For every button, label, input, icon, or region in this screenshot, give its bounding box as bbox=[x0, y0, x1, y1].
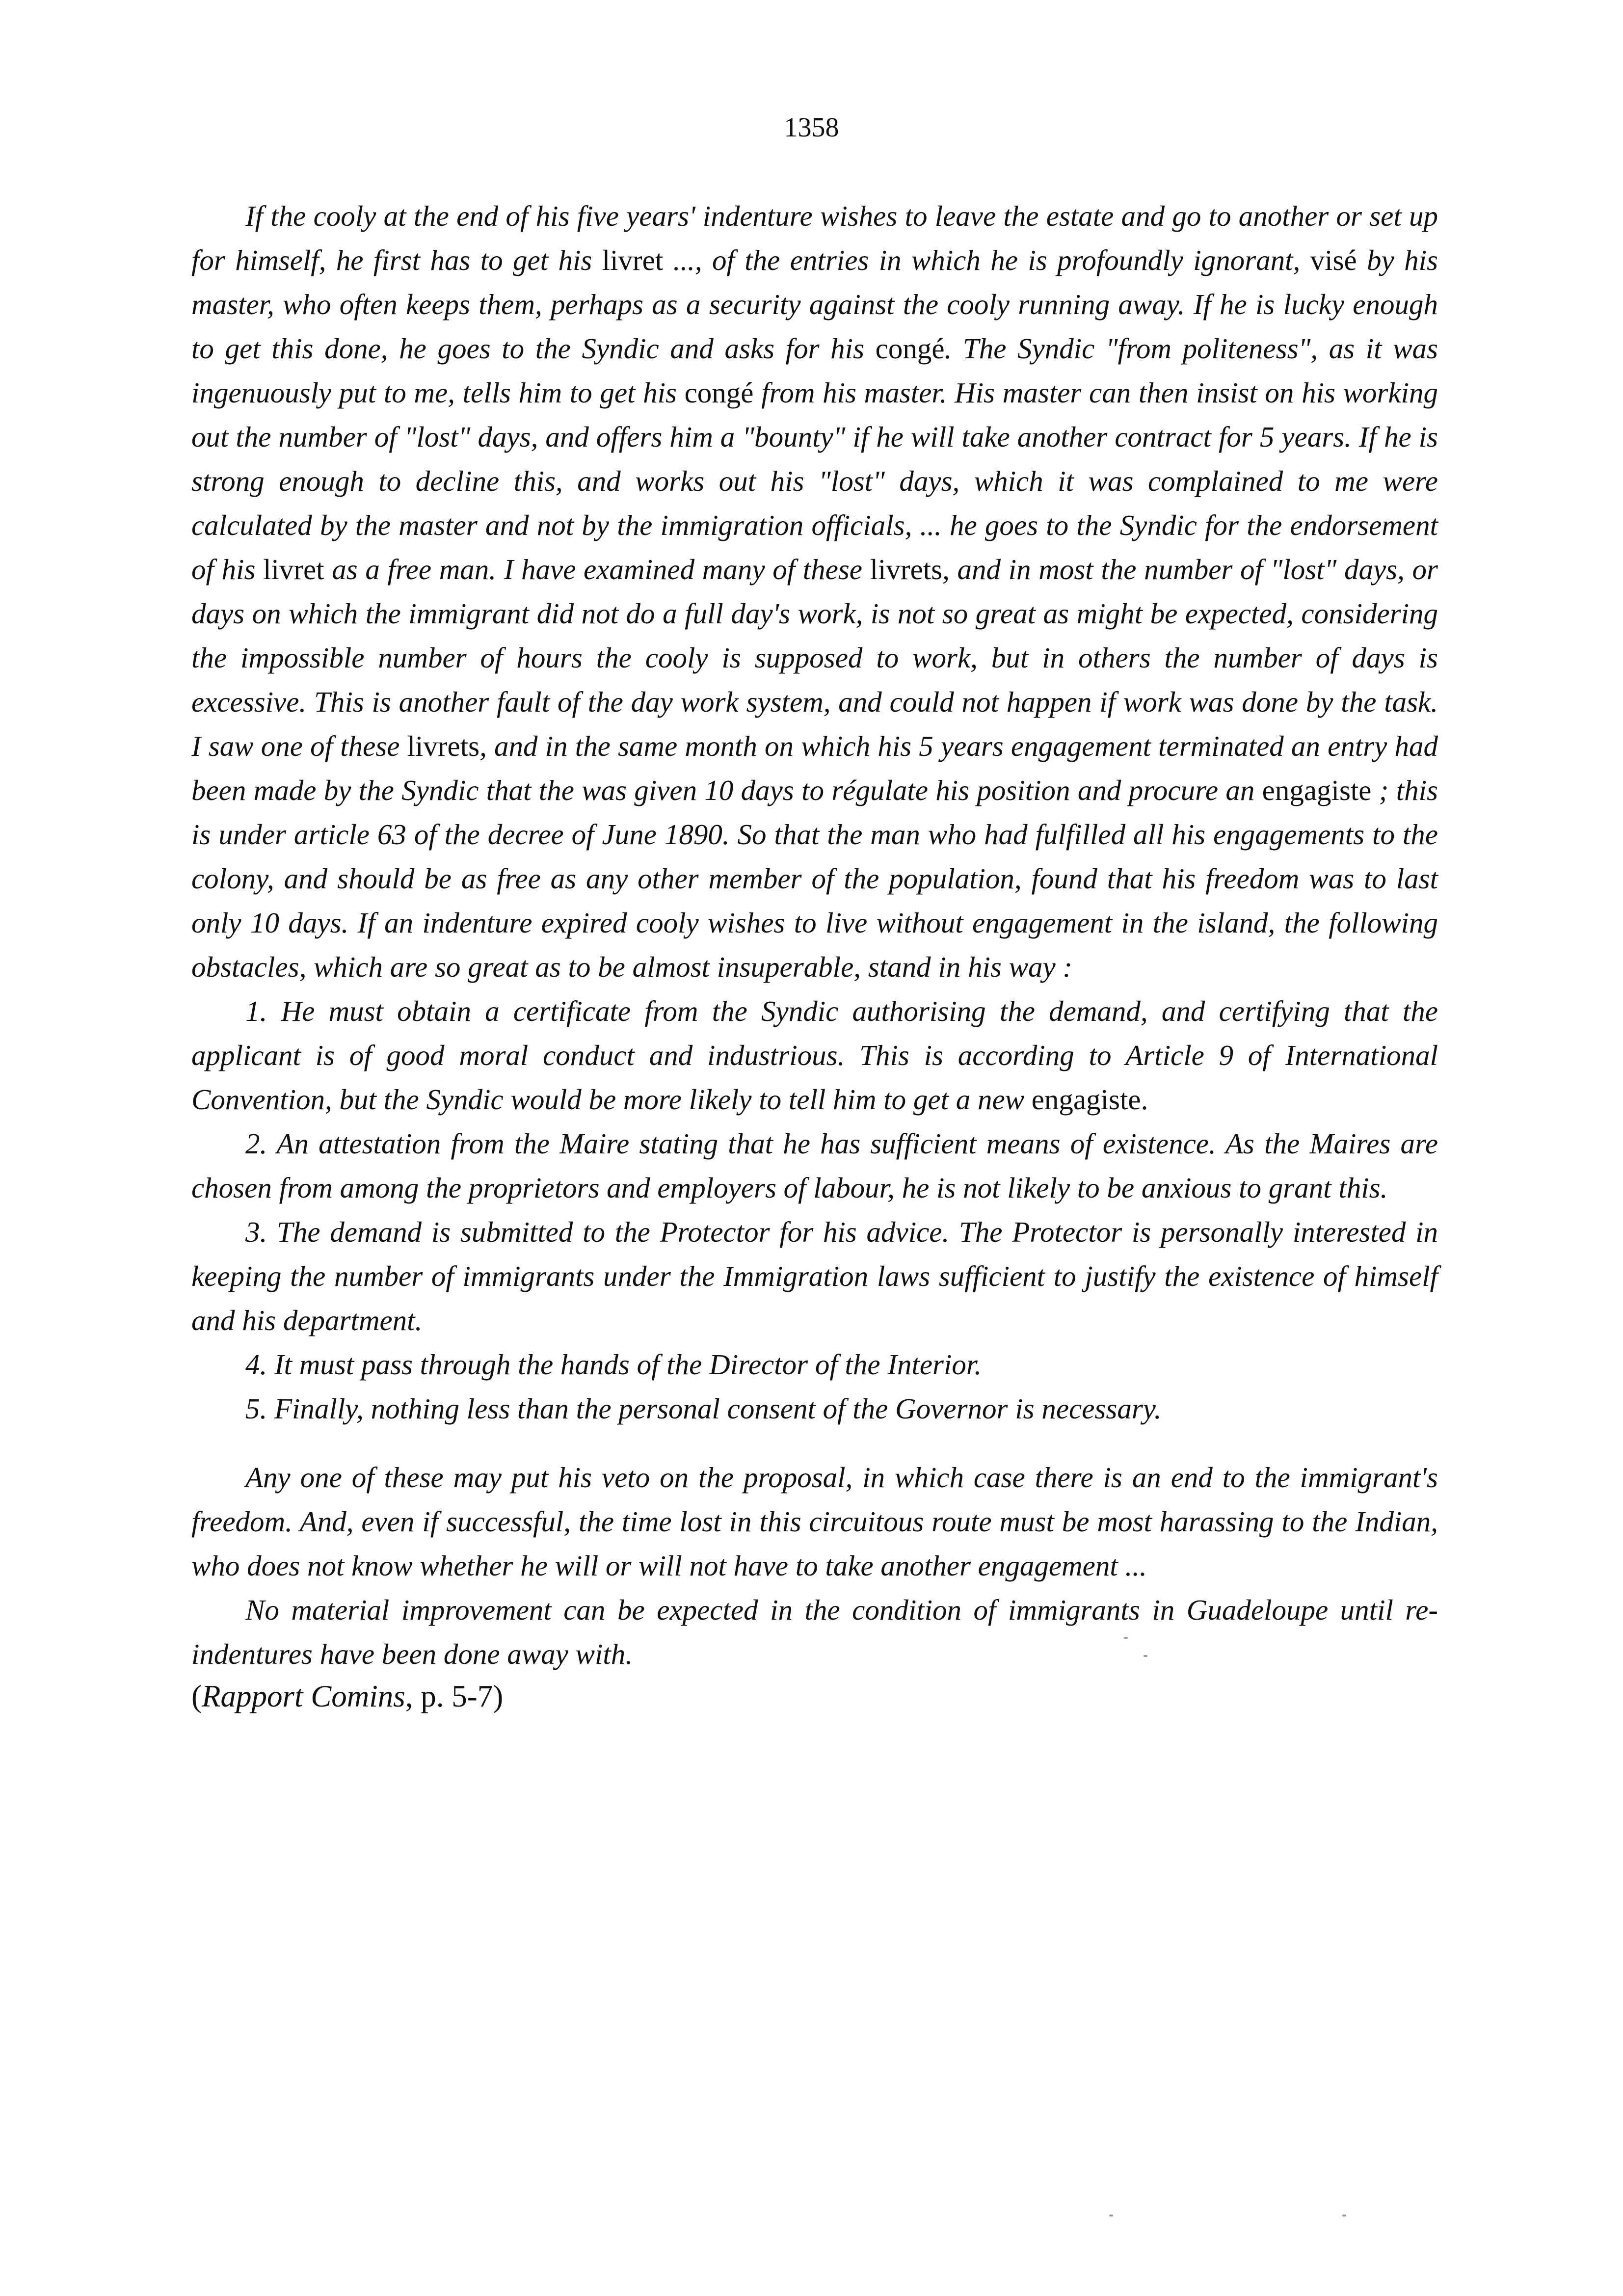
text-run: ..., of the entries in which he is profoundly ignorant, bbox=[663, 244, 1310, 276]
list-item-end: . bbox=[1141, 1083, 1148, 1116]
scan-speck bbox=[1109, 2215, 1113, 2216]
term-engagiste: engagiste bbox=[1262, 774, 1372, 806]
text-run: from his master. His master can then insist on his working out the number of "lost" days, and offers him a "bounty" if he will take another contract for 5 years. If he is strong enough to decline this, and works out his "lost" days, which it was complained to me were calculated by the master and not by the immigration officials, ... he goes to the Syndic for the endorsement of his bbox=[191, 376, 1438, 586]
text-run: . The Syndic "from politeness", as it was ingenuously put to me, tells him to get his bbox=[191, 332, 1438, 409]
page-number: 1358 bbox=[784, 112, 839, 143]
text-run: as a free man. I have examined many of these bbox=[324, 553, 870, 586]
scan-speck bbox=[1124, 1637, 1128, 1639]
paragraph-conclusion: No material improvement can be expected in the condition of immigrants in Guadeloupe until re-indentures have been done away with. bbox=[191, 1594, 1438, 1670]
term-livrets: livrets bbox=[870, 553, 943, 586]
paragraph-indenture bbox=[191, 194, 1438, 989]
term-conge: congé bbox=[684, 376, 754, 409]
list-item-text: 3. The demand is submitted to the Protector for his advice. The Protector is personally interested in keeping the number of immigrants under the Immigration laws sufficient to justify the existence of himself and his department. bbox=[191, 1216, 1438, 1336]
list-item-text: 1. He must obtain a certificate from the Syndic authorising the demand, and certifying that the applicant is of good moral conduct and industrious. This is according to Article 9 of International Convention, but the Syndic would be more likely to tell him to get a new bbox=[191, 995, 1438, 1116]
citation-open: ( bbox=[191, 1679, 202, 1713]
list-item-text: 2. An attestation from the Maire stating that he has sufficient means of existence. As the Maires are chosen from among the proprietors and employers of labour, he is not likely to be anxious to grant this. bbox=[191, 1127, 1438, 1204]
list-item bbox=[191, 1342, 1438, 1387]
term-livrets: livrets bbox=[407, 730, 480, 762]
text-run: by his master, who often keeps them, perhaps as a security against the cooly running away. If he is lucky enough to get this done, he goes to the Syndic and asks for his bbox=[191, 244, 1438, 365]
list-item bbox=[191, 1387, 1438, 1431]
body-text bbox=[191, 194, 1438, 1676]
list-item bbox=[191, 1210, 1438, 1342]
list-item bbox=[191, 1121, 1438, 1210]
paragraph-veto: Any one of these may put his veto on the proposal, in which case there is an end to the immigrant's freedom. And, even if successful, the time lost in this circuitous route must be most harassing to the Indian, who does not know whether he will or will not have to take another engagement ... bbox=[191, 1461, 1438, 1582]
citation bbox=[191, 1679, 503, 1714]
term-livret: livret bbox=[263, 553, 324, 586]
list-item bbox=[191, 989, 1438, 1121]
list-item-text: 4. It must pass through the hands of the Director of the Interior. bbox=[245, 1348, 982, 1381]
citation-title: Rapport Comins bbox=[201, 1679, 405, 1713]
text-run: If the cooly at the end of his five years' indenture wishes to leave the estate and go to another or set up for himself, he first has to get his bbox=[191, 200, 1438, 276]
text-run: ; this is under article 63 of the decree of June 1890. So that the man who had fulfilled all his engagements to the colony, and should be as free as any other member of the population, found that his freedom was to last only 10 days. If an indenture expired cooly wishes to live without engagement in the island, the following obstacles, which are so great as to be almost insuperable, stand in his way : bbox=[191, 774, 1438, 983]
term-vise: visé bbox=[1310, 244, 1357, 276]
term-livret: livret bbox=[602, 244, 664, 276]
text-run: , and in the same month on which his 5 years engagement terminated an entry had been made by the Syndic that the was given 10 days to régulate his position and procure an bbox=[191, 730, 1438, 806]
term-conge: congé bbox=[875, 332, 945, 365]
scan-speck bbox=[1342, 2215, 1346, 2216]
text-run: , and in most the number of "lost" days, or days on which the immigrant did not do a full day's work, is not so great as might be expected, considering the impossible number of hours the cooly is supposed to work, but in others the number of days is excessive. This is another fault of the day work system, and could not happen if work was done by the task. I saw one of these bbox=[191, 553, 1438, 762]
scan-speck bbox=[1144, 1655, 1147, 1657]
term-engagiste: engagiste bbox=[1031, 1083, 1141, 1116]
citation-pages: , p. 5-7) bbox=[405, 1679, 504, 1713]
list-item-text: 5. Finally, nothing less than the personal consent of the Governor is necessary. bbox=[245, 1392, 1162, 1425]
